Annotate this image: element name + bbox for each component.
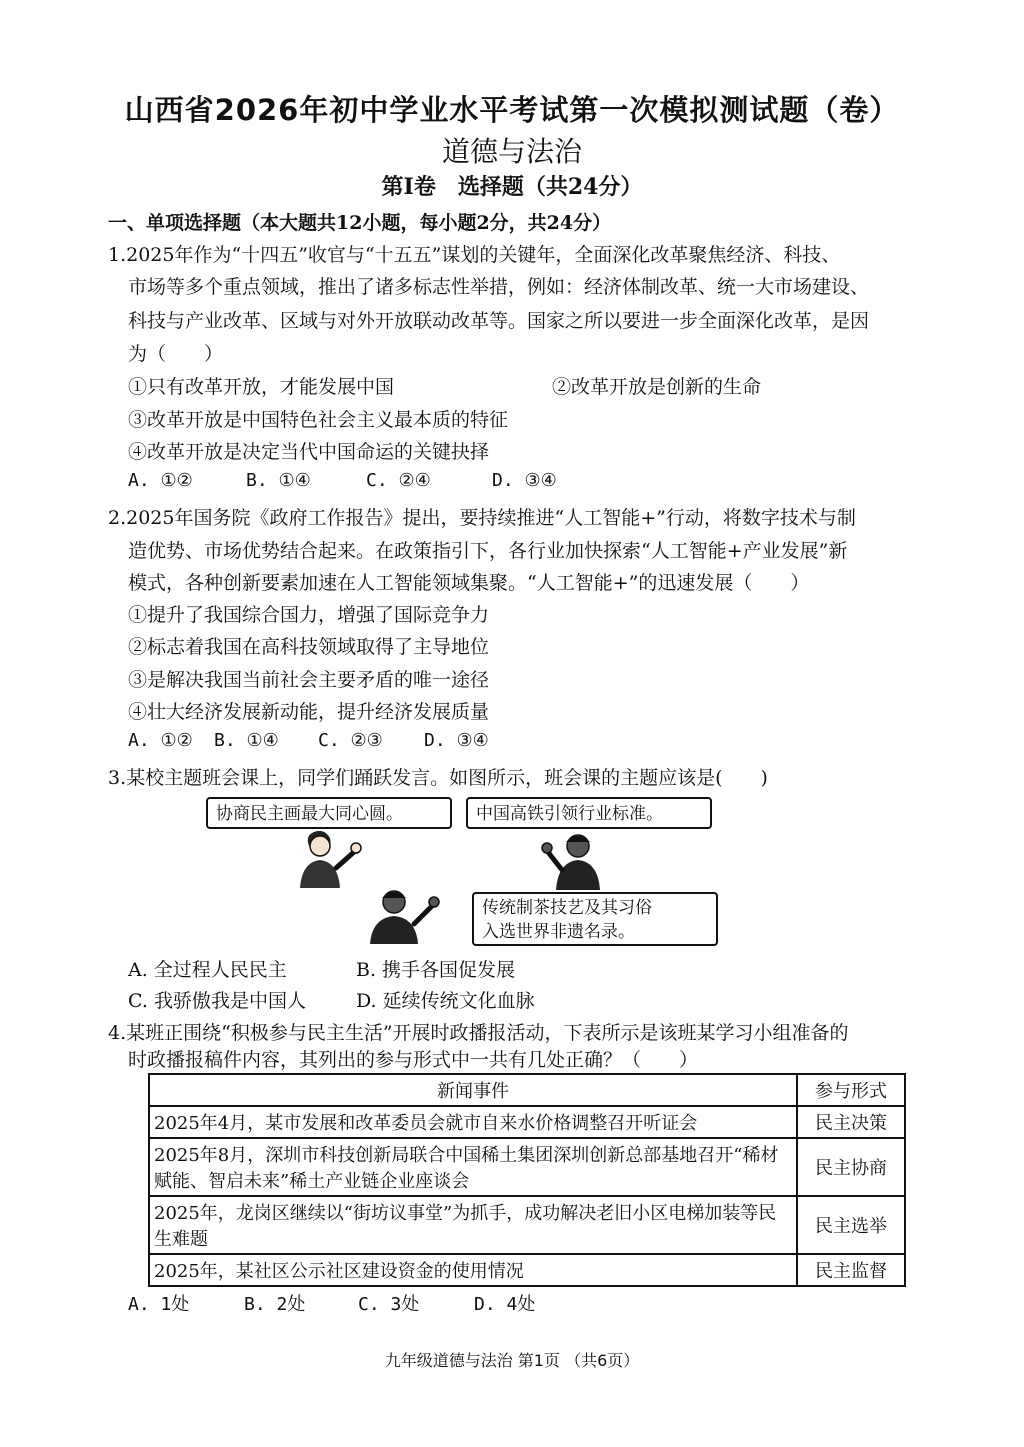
table-row <box>149 1106 905 1138</box>
q1-answer-a: A. ①② <box>128 470 193 491</box>
table-row <box>149 1138 905 1196</box>
q4-stem-line: 4.某班正围绕“积极参与民主生活”开展时政播报活动，下表所示是该班某学习小组准备的 <box>108 1022 849 1044</box>
q2-item: ①提升了我国综合国力，增强了国际竞争力 <box>128 604 490 626</box>
q1-item: ①只有改革开放，才能发展中国 <box>128 376 395 398</box>
q4-answer-c: C. 3处 <box>358 1294 420 1315</box>
news-event-cell: 2025年，某社区公示社区建设资金的使用情况 <box>149 1254 797 1286</box>
speech-bubble <box>472 892 718 946</box>
q2-answer-a: A. ①② <box>128 730 193 751</box>
news-event-cell: 2025年4月，某市发展和改革委员会就市自来水价格调整召开听证会 <box>149 1106 797 1138</box>
q2-item: ③是解决我国当前社会主要矛盾的唯一途径 <box>128 669 490 691</box>
q2-answer-d: D. ③④ <box>424 730 489 751</box>
q1-stem-line: 1.2025年作为“十四五”收官与“十五五”谋划的关键年，全面深化改革聚焦经济、科技、 <box>108 244 841 266</box>
speech-bubble-text: 协商民主画最大同心圆。 <box>216 804 403 824</box>
participation-form-cell: 民主监督 <box>797 1254 905 1286</box>
q1-stem-line: 市场等多个重点领域，推出了诸多标志性举措，例如：经济体制改革、统一大市场建设、 <box>128 276 870 298</box>
q2-item: ④壮大经济发展新动能，提升经济发展质量 <box>128 701 490 723</box>
news-event-cell: 2025年，龙岗区继续以“街坊议事堂”为抓手，成功解决老旧小区电梯加装等民生难题 <box>149 1196 797 1254</box>
speech-bubble-text: 入选世界非遗名录。 <box>482 922 635 942</box>
exam-title: 山西省2026年初中学业水平考试第一次模拟测试题（卷） <box>124 93 900 127</box>
speech-bubble <box>206 797 452 829</box>
news-table <box>148 1073 906 1287</box>
table-header-cell: 新闻事件 <box>149 1074 797 1106</box>
q1-item: ④改革开放是决定当代中国命运的关键抉择 <box>128 441 490 463</box>
q3-stem: 3.某校主题班会课上，同学们踊跃发言。如图所示，班会课的主题应该是( ) <box>108 767 768 789</box>
table-row <box>149 1196 905 1254</box>
section-title: 一、单项选择题（本大题共12小题，每小题2分，共24分） <box>108 212 612 234</box>
student-boy-illustration <box>366 884 446 944</box>
q2-answer-c: C. ②③ <box>318 730 383 751</box>
q4-answer-b: B. 2处 <box>244 1294 306 1315</box>
q1-answer-c: C. ②④ <box>366 470 431 491</box>
q1-item: ③改革开放是中国特色社会主义最本质的特征 <box>128 409 509 431</box>
q1-item: ②改革开放是创新的生命 <box>552 376 762 398</box>
table-header-cell: 参与形式 <box>797 1074 905 1106</box>
q2-answer-b: B. ①④ <box>214 730 279 751</box>
table-row <box>149 1254 905 1286</box>
q3-answer-d: D. 延续传统文化血脉 <box>356 990 535 1012</box>
q2-item: ②标志着我国在高科技领域取得了主导地位 <box>128 636 490 658</box>
q4-stem-line: 时政播报稿件内容，其列出的参与形式中一共有几处正确？（ ） <box>128 1049 699 1071</box>
news-event-cell: 2025年8月，深圳市科技创新局联合中国稀土集团深圳创新总部基地召开“稀材赋能、智启未来”稀土产业链企业座谈会 <box>149 1138 797 1196</box>
subject-title: 道德与法治 <box>441 135 582 168</box>
student-girl-illustration <box>292 826 372 888</box>
q4-answer-a: A. 1处 <box>128 1294 190 1315</box>
q2-stem-line: 造优势、市场优势结合起来。在政策指引下，各行业加快探索“人工智能+产业发展”新 <box>128 540 848 562</box>
participation-form-cell: 民主决策 <box>797 1106 905 1138</box>
q4-answer-d: D. 4处 <box>474 1294 536 1315</box>
part-title: 第Ⅰ卷 选择题（共24分） <box>381 174 643 200</box>
q1-stem-line: 为（ ） <box>128 343 224 365</box>
table-header-row <box>149 1074 905 1106</box>
speech-bubble-text: 中国高铁引领行业标准。 <box>476 804 663 824</box>
q3-answer-c: C. 我骄傲我是中国人 <box>128 990 306 1012</box>
q1-stem-line: 科技与产业改革、区域与对外开放联动改革等。国家之所以要进一步全面深化改革，是因 <box>128 310 870 332</box>
participation-form-cell: 民主选举 <box>797 1196 905 1254</box>
q1-answer-b: B. ①④ <box>246 470 311 491</box>
student-boy-illustration <box>540 828 610 890</box>
participation-form-cell: 民主协商 <box>797 1138 905 1196</box>
page-footer: 九年级道德与法治 第1页 （共6页） <box>384 1351 640 1370</box>
speech-bubble <box>466 797 712 829</box>
q1-answer-d: D. ③④ <box>492 470 557 491</box>
q3-answer-a: A. 全过程人民民主 <box>128 959 287 981</box>
speech-bubble-text: 传统制茶技艺及其习俗 <box>482 898 652 918</box>
q2-stem-line: 2.2025年国务院《政府工作报告》提出，要持续推进“人工智能+”行动，将数字技术与制 <box>108 507 856 529</box>
q2-stem-line: 模式，各种创新要素加速在人工智能领域集聚。“人工智能+”的迅速发展（ ） <box>128 572 810 594</box>
q3-answer-b: B. 携手各国促发展 <box>356 959 516 981</box>
